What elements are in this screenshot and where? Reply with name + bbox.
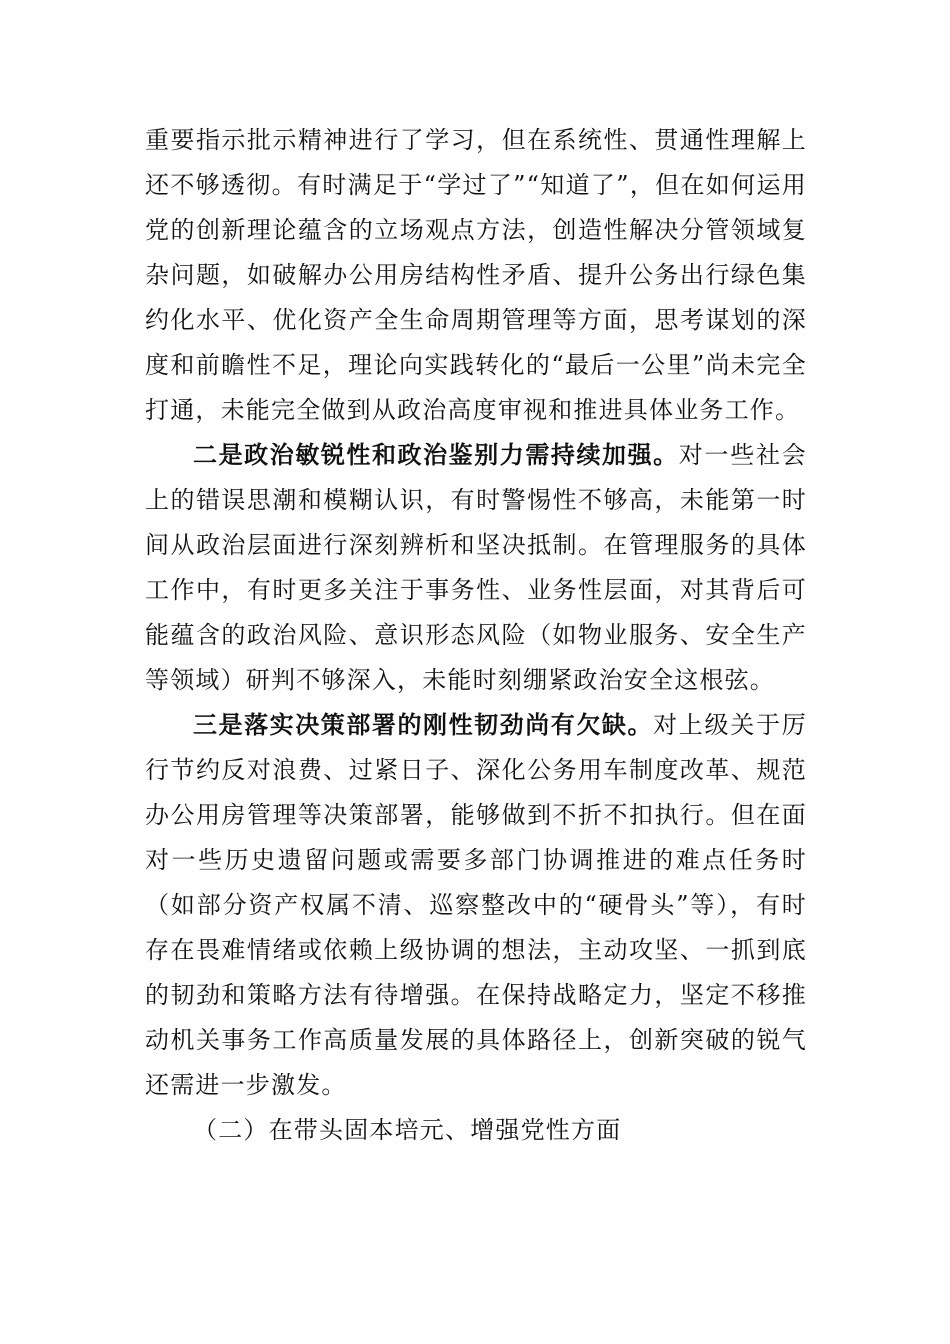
paragraph-text: 对一些社会上的错误思潮和模糊认识，有时警惕性不够高，未能第一时间从政治层面进行深刻辨析和坚决抵制。在管理服务的具体工作中，有时更多关注于事务性、业务性层面，对其背后可能蕴含的政治风险、意识形态风险（如物业服务、安全生产等领域）研判不够深入，未能时刻绷紧政治安全这根弦。: [145, 441, 808, 694]
paragraph-point-three: [145, 703, 807, 1108]
paragraph-lead-bold: 二是政治敏锐性和政治鉴别力需持续加强。: [193, 441, 679, 469]
paragraph-point-two: [145, 433, 807, 703]
paragraph-text: 对上级关于厉行节约反对浪费、过紧日子、深化公务用车制度改革、规范办公用房管理等决策部署，能够做到不折不扣执行。但在面对一些历史遗留问题或需要多部门协调推进的难点任务时（如部分资产权属不清、巡察整改中的“硬骨头”等），有时存在畏难情绪或依赖上级协调的想法，主动攻坚、一抓到底的韧劲和策略方法有待增强。在保持战略定力，坚定不移推动机关事务工作高质量发展的具体路径上，创新突破的锐气还需进一步激发。: [145, 711, 807, 1099]
paragraph-lead-bold: 三是落实决策部署的刚性韧劲尚有欠缺。: [193, 711, 654, 739]
paragraph-text: 重要指示批示精神进行了学习，但在系统性、贯通性理解上还不够透彻。有时满足于“学过了”“知道了”，但在如何运用党的创新理论蕴含的立场观点方法，创造性解决分管领域复杂问题，如破解办公用房结构性矛盾、提升公务出行绿色集约化水平、优化资产全生命周期管理等方面，思考谋划的深度和前瞻性不足，理论向实践转化的“最后一公里”尚未完全打通，未能完全做到从政治高度审视和推进具体业务工作。: [145, 126, 807, 424]
document-body: [145, 118, 807, 1153]
paragraph-continuation: [145, 118, 807, 433]
section-heading: （二）在带头固本培元、增强党性方面: [193, 1116, 622, 1144]
